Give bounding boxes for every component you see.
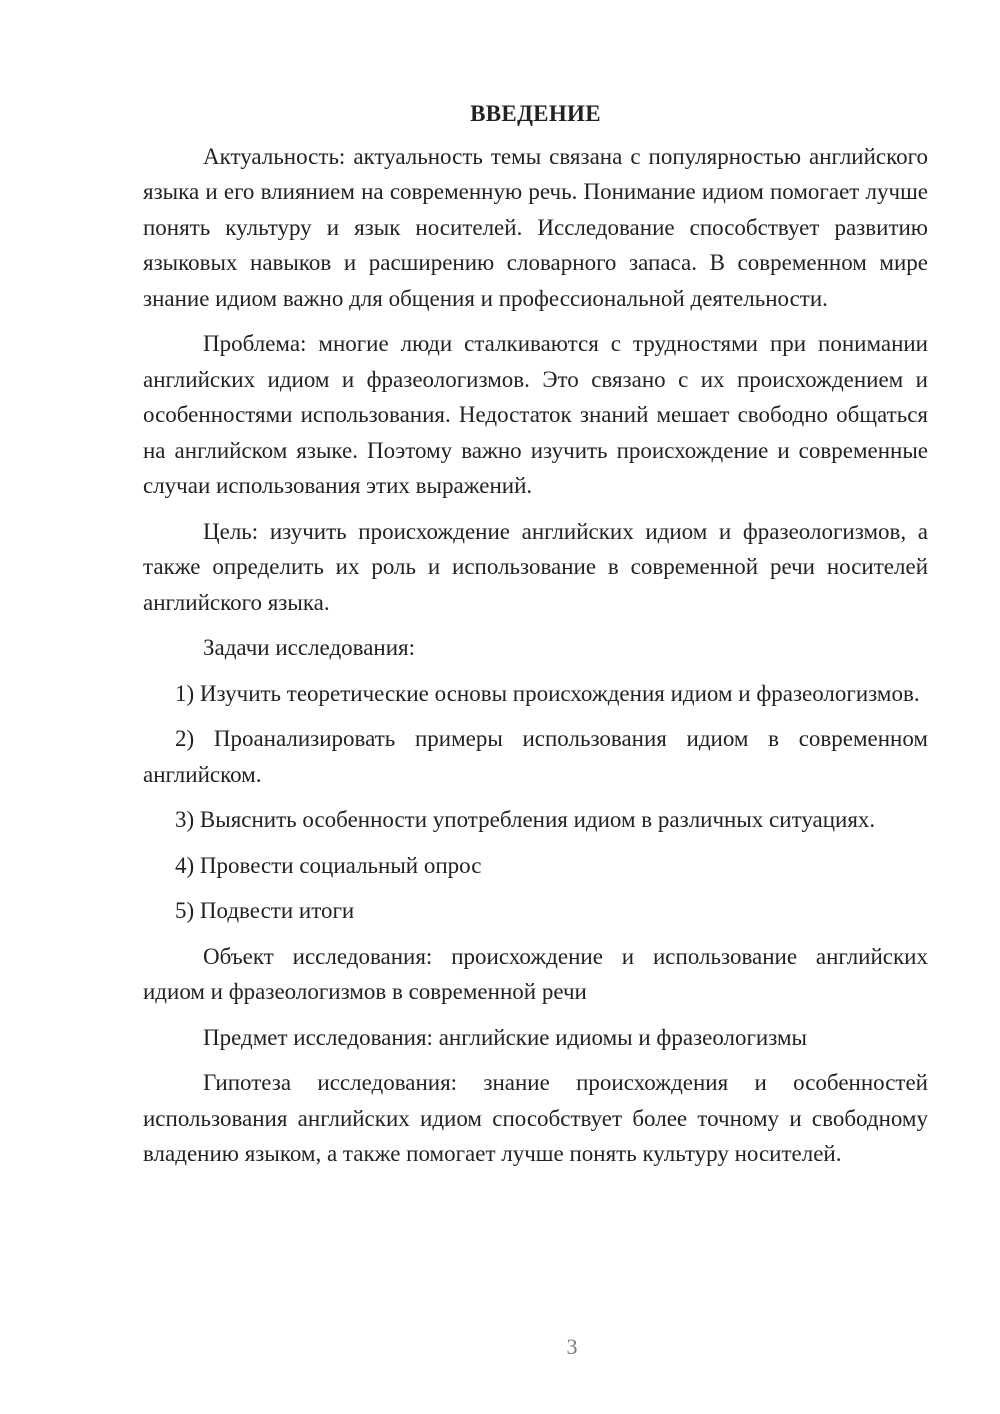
problem-paragraph: Проблема: многие люди сталкиваются с трудностями при понимании английских идиом и фразеологизмов. Это связано с их происхождением и особенностями использования. Недостаток знаний мешает свободно общаться на английском языке. Поэтому важно изучить происхождение и современные случаи использования этих выражений.: [143, 331, 928, 498]
task-item: 2) Проанализировать примеры использования идиом в современном английском.: [143, 726, 928, 787]
tasks-heading: Задачи исследования:: [203, 635, 416, 660]
task-item: 1) Изучить теоретические основы происхождения идиом и фразеологизмов.: [175, 680, 920, 706]
task-item: 3) Выяснить особенности употребления идиом в различных ситуациях.: [175, 807, 876, 832]
object-paragraph: Объект исследования: происхождение и использование английских идиом и фразеологизмов в современной речи: [143, 943, 928, 1004]
goal-paragraph: Цель: изучить происхождение английских идиом и фразеологизмов, а также определить их роль и использование в современной речи носителей английского языка.: [143, 518, 928, 615]
subject-paragraph: Предмет исследования: английские идиомы и фразеологизмы: [203, 1024, 808, 1050]
page-number: 3: [566, 1334, 578, 1359]
hypothesis-paragraph: Гипотеза исследования: знание происхождения и особенностей использования английских идиом способствует более точному и свободному владению языком, а также помогает лучше понять культуру носителей.: [143, 1070, 928, 1166]
task-item: 4) Провести социальный опрос: [175, 852, 482, 878]
page-title: ВВЕДЕНИЕ: [470, 101, 601, 126]
relevance-paragraph: Актуальность: актуальность темы связана с популярностью английского языка и его влиянием на современную речь. Понимание идиом помогает лучше понять культуру и язык носителей. Исследование способствует развитию языковых навыков и расширению словарного запаса. В современном мире знание идиом важно для общения и профессиональной деятельности.: [143, 143, 928, 311]
task-item: 5) Подвести итоги: [175, 898, 355, 923]
page-content: [143, 96, 928, 1182]
